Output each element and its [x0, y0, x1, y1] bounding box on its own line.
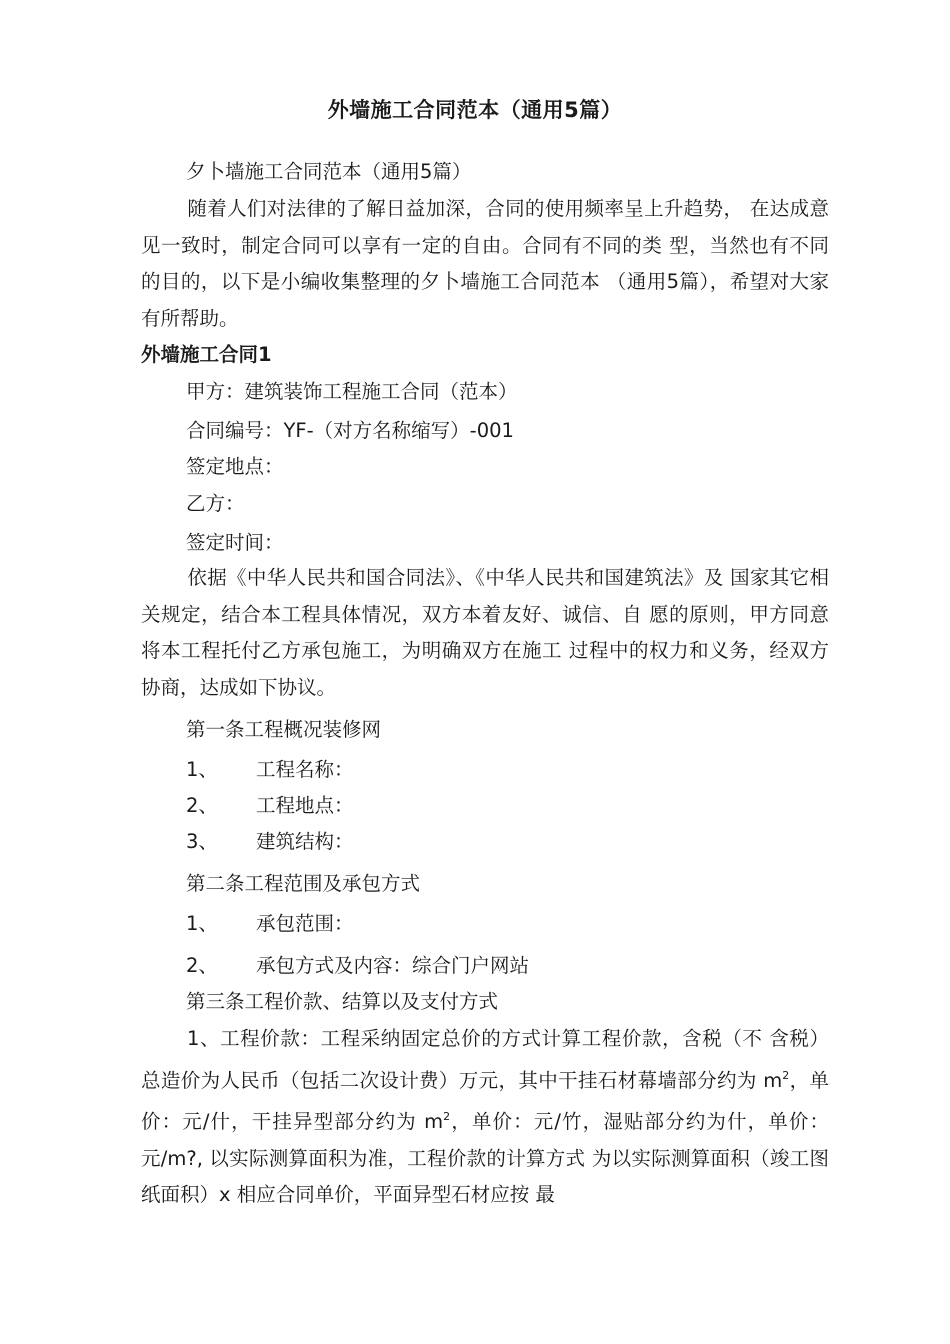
list-item-number: 1、 [186, 912, 218, 935]
article-3-heading: 第三条工程价款、结算以及支付方式 [186, 990, 499, 1013]
price-paragraph [141, 1021, 829, 1214]
list-item-text: 承包方式及内容：综合门户网站 [256, 954, 530, 977]
document-title: 外墙施工合同范本（通用5篇） [327, 98, 623, 122]
list-item-number: 1、 [186, 758, 218, 781]
list-item-number: 3、 [186, 830, 218, 853]
superscript: 2 [443, 1110, 451, 1123]
intro-text: 随着人们对法律的了解日益加深，合同的使用频率呈上升趋势， 在达成意见一致时，制定合同可以享有一定的自由。合同有不同的类 型，当然也有不同的目的，以下是小编收集整理的夕卜墙施工合同范本 （通用5篇），希望对大家有所帮助。 [141, 197, 829, 330]
list-item-number: 2、 [186, 954, 218, 977]
basis-text: 依据《中华人民共和国合同法》、《中华人民共和国建筑法》及 国家其它相关规定，结合本工程具体情况，双方本着友好、诚信、自 愿的原则，甲方同意将本工程托付乙方承包施工，为明确双方在施工 过程中的权力和义务，经双方协商，达成如下协议。 [141, 566, 829, 699]
basis-paragraph [141, 560, 829, 706]
superscript: 2 [782, 1068, 790, 1082]
list-item-text: 承包范围： [256, 912, 354, 935]
list-item-text: 工程地点： [256, 794, 354, 817]
price-text-3: ，单价：元/竹，湿贴部分约为什，单价：元/m?, 以实际测算面积为准，工程价款的计算方式 为以实际测算面积（竣工图纸面积）x 相应合同单价，平面异型石材应按 最 [141, 1110, 830, 1206]
party-b-line: 乙方： [186, 492, 245, 515]
article-1-heading: 第一条工程概况装修网 [186, 718, 382, 741]
list-item-text: 建筑结构： [256, 830, 354, 853]
list-item-number: 2、 [186, 794, 218, 817]
list-item-text: 工程名称： [256, 758, 354, 781]
document-subtitle: 夕卜墙施工合同范本（通用5篇） [186, 160, 472, 183]
sign-time-line: 签定时间： [186, 531, 284, 554]
party-a-line: 甲方：建筑装饰工程施工合同（范本） [186, 380, 518, 403]
article-2-heading: 第二条工程范围及承包方式 [186, 872, 421, 895]
intro-paragraph [141, 191, 829, 337]
price-text-2: ，单价：元/什，干挂异型部分约为 m [141, 1068, 829, 1133]
section-heading: 外墙施工合同1 [141, 343, 272, 366]
price-text-1: 1、工程价款：工程采纳固定总价的方式计算工程价款，含税（不 含税）总造价为人民币（包括二次设计费）万元，其中干挂石材幕墙部分约为 m [141, 1027, 829, 1092]
sign-place-line: 签定地点： [186, 455, 284, 478]
contract-number-line: 合同编号：YF-（对方名称缩写）-001 [186, 419, 514, 442]
